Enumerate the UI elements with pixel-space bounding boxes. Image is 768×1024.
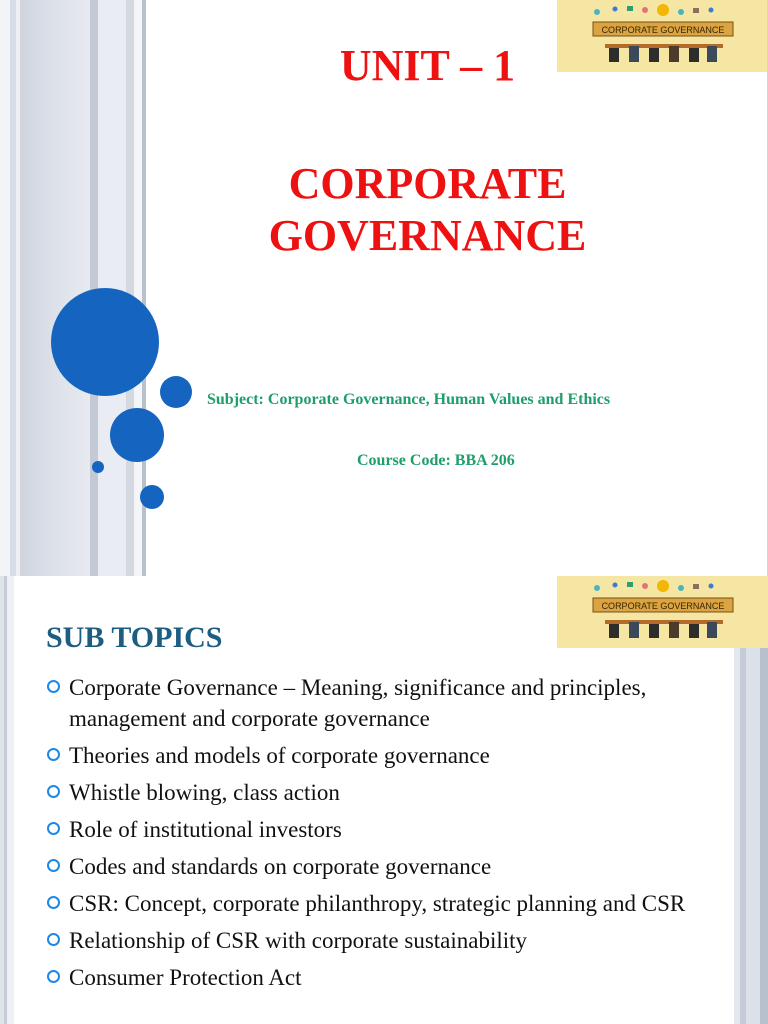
decorative-stripes-right: [734, 648, 768, 1024]
decorative-stripes: [0, 0, 150, 576]
decorative-circle-small: [140, 485, 164, 509]
list-item: [46, 814, 726, 845]
topic-list: [46, 672, 726, 999]
bullet-icon: [47, 748, 60, 761]
topic-text: Whistle blowing, class action: [69, 780, 340, 805]
decorative-stripes-left: [0, 576, 14, 1024]
list-item: [46, 962, 726, 993]
sub-topics-slide: [0, 576, 768, 1024]
title-line-2: GOVERNANCE: [268, 211, 587, 260]
decorative-circle-tiny: [92, 461, 104, 473]
decorative-circle-medium: [110, 408, 164, 462]
bullet-icon: [47, 822, 60, 835]
sub-topics-heading: SUB TOPICS: [46, 621, 223, 654]
list-item: [46, 777, 726, 808]
logo-text: CORPORATE GOVERNANCE: [601, 25, 725, 35]
decorative-circle-large: [51, 288, 159, 396]
bullet-icon: [47, 680, 60, 693]
bullet-icon: [47, 896, 60, 909]
corporate-governance-logo: [557, 576, 768, 648]
topic-text: Consumer Protection Act: [69, 965, 302, 990]
course-code: Course Code: BBA 206: [357, 452, 515, 469]
subject-text: Subject: Corporate Governance, Human Values and Ethics: [207, 391, 611, 408]
list-item: [46, 925, 726, 956]
list-item: [46, 888, 726, 919]
unit-title: UNIT – 1: [339, 41, 516, 90]
topic-text: Codes and standards on corporate governance: [69, 854, 492, 879]
bullet-icon: [47, 859, 60, 872]
topic-text: Relationship of CSR with corporate sustainability: [69, 928, 528, 953]
bullet-icon: [47, 933, 60, 946]
topic-text: CSR: Concept, corporate philanthropy, strategic planning and CSR: [69, 891, 686, 916]
title-line-1: CORPORATE: [288, 159, 567, 208]
bullet-icon: [47, 785, 60, 798]
bullet-icon: [47, 970, 60, 983]
topic-text: Corporate Governance – Meaning, significance and principles, management and corporate governance: [69, 675, 647, 731]
decorative-circle-small: [160, 376, 192, 408]
logo-text: CORPORATE GOVERNANCE: [601, 601, 725, 611]
topic-text: Theories and models of corporate governance: [69, 743, 490, 768]
list-item: [46, 851, 726, 882]
list-item: [46, 740, 726, 771]
topic-text: Role of institutional investors: [69, 817, 342, 842]
list-item: [46, 672, 726, 734]
slide-title: [200, 158, 655, 262]
